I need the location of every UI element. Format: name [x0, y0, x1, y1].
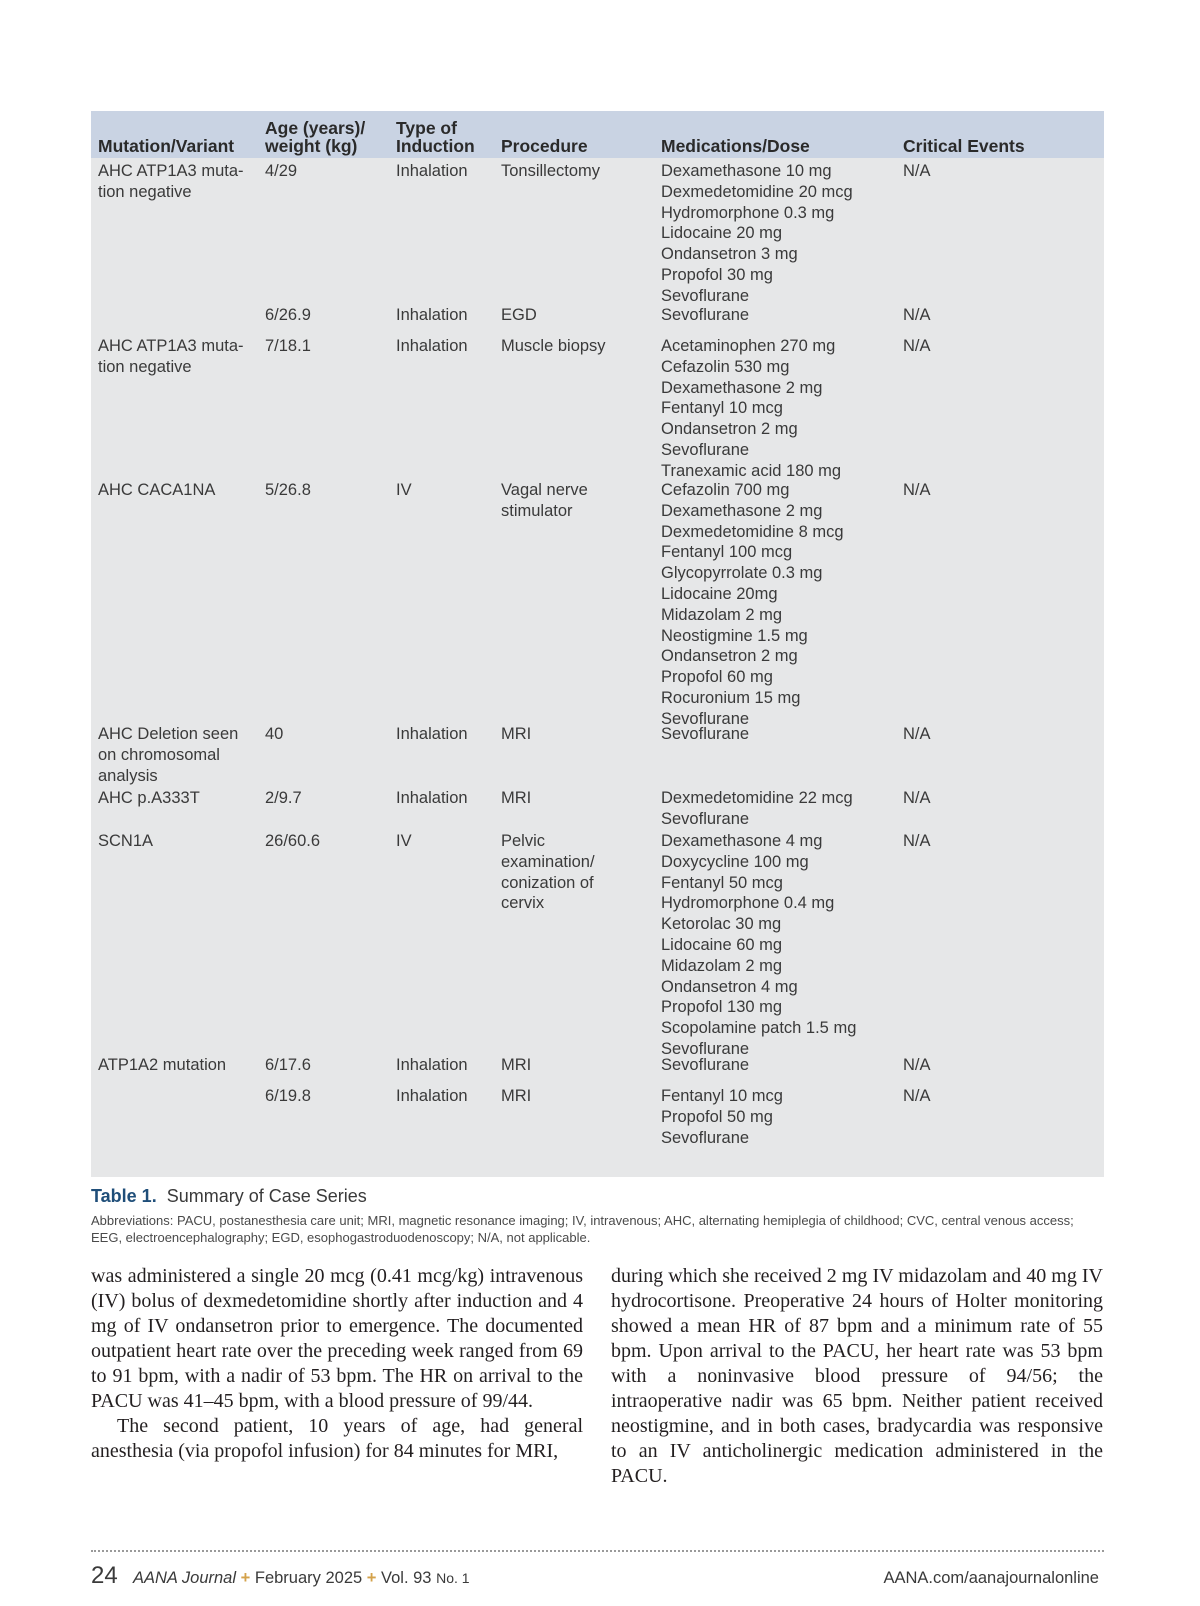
cell-line: Pelvic — [501, 832, 546, 850]
cell-critical-events: N/A — [903, 1056, 931, 1074]
cell-age-weight: 6/26.9 — [265, 306, 311, 324]
journal-info — [133, 1569, 470, 1588]
cell-line: Rocuronium 15 mg — [661, 688, 801, 707]
cell-medications — [661, 336, 841, 482]
paragraph: was administered a single 20 mcg (0.41 mcg/kg) intravenous (IV) bolus of dexmedetomidine shortly after induction and 4 mg of IV ondansetron prior to emergence. The documented outpatient heart rate over the preceding week ranged from 69 to 91 bpm, with a nadir of 53 bpm. The HR on arrival to the PACU was 41–45 bpm, with a blood pressure of 99/44. — [91, 1265, 583, 1412]
paragraph: The second patient, 10 years of age, had general anesthesia (via propofol infusion) for 84 minutes for MRI, — [91, 1415, 583, 1462]
cell-line: Sevoflurane — [661, 725, 750, 743]
cell-procedure — [501, 161, 600, 182]
cell-medications — [661, 480, 844, 730]
cell-procedure — [501, 480, 588, 522]
cell-procedure — [501, 336, 606, 357]
cell-medications — [661, 724, 749, 745]
cell-procedure — [501, 831, 595, 914]
cell-line: Neostigmine 1.5 mg — [661, 626, 808, 645]
body-column-left — [91, 1264, 583, 1464]
cell-line: AHC p.A333T — [98, 789, 200, 807]
cell-line: Sevoflurane — [661, 1039, 750, 1058]
cell-critical-events: N/A — [903, 481, 931, 499]
journal-name: AANA Journal — [133, 1569, 237, 1587]
cell-age-weight: 4/29 — [265, 162, 298, 180]
cell-line: ATP1A2 mutation — [98, 1056, 227, 1074]
cell-age-weight: 2/9.7 — [265, 789, 302, 807]
cell-mutation — [98, 161, 244, 203]
cell-age-weight: 40 — [265, 725, 284, 743]
header-induction: Type of Induction — [396, 118, 475, 156]
cell-induction: Inhalation — [396, 725, 468, 743]
cell-age-weight: 26/60.6 — [265, 832, 321, 850]
cell-critical-events: N/A — [903, 789, 931, 807]
cell-line: AHC ATP1A3 muta- — [98, 162, 244, 180]
paragraph: during which she received 2 mg IV midazolam and 40 mg IV hydrocortisone. Preoperative 24 hours of Holter monitoring showed a mean HR of 87 bpm and a minimum rate of 55 bpm. Upon arrival to the PACU, her heart rate was 53 bpm with a noninvasive blood pressure of 94/56; the intraoperative nadir was 65 bpm. Neither patient received neostigmine, and in both cases, bradycardia was responsive to an IV anticholinergic medication administered in the PACU. — [611, 1265, 1103, 1487]
cell-line: Ondansetron 2 mg — [661, 420, 798, 439]
cell-mutation — [98, 1055, 226, 1076]
cell-mutation — [98, 831, 153, 852]
cell-line: Midazolam 2 mg — [661, 956, 783, 975]
cell-medications — [661, 831, 856, 1060]
cell-line: Dexamethasone 4 mg — [661, 832, 823, 850]
cell-induction: IV — [396, 832, 412, 850]
cell-line: AHC Deletion seen — [98, 725, 239, 743]
separator-icon: + — [366, 1569, 377, 1587]
cell-induction: Inhalation — [396, 1056, 468, 1074]
cell-line: Hydromorphone 0.4 mg — [661, 894, 835, 913]
cell-line: Propofol 60 mg — [661, 668, 773, 687]
cell-line: Glycopyrrolate 0.3 mg — [661, 564, 823, 583]
cell-mutation — [98, 480, 215, 501]
cell-medications — [661, 1086, 783, 1148]
cell-line: Dexmedetomidine 20 mcg — [661, 182, 853, 201]
cell-line: Sevoflurane — [661, 1128, 750, 1147]
cell-induction: Inhalation — [396, 162, 468, 180]
table-header — [91, 111, 1104, 158]
cell-procedure — [501, 788, 531, 809]
cell-line: Tonsillectomy — [501, 162, 601, 180]
cell-age-weight: 7/18.1 — [265, 337, 311, 355]
cell-line: Tranexamic acid 180 mg — [661, 461, 842, 480]
footer-divider — [91, 1550, 1104, 1552]
cell-procedure — [501, 1086, 531, 1107]
table-caption — [91, 1186, 367, 1207]
cell-induction: Inhalation — [396, 337, 468, 355]
cell-procedure — [501, 305, 537, 326]
page-footer — [91, 1562, 1104, 1592]
cell-medications — [661, 1055, 749, 1076]
cell-line: AHC CACA1NA — [98, 481, 216, 499]
cell-line: Propofol 30 mg — [661, 265, 773, 284]
cell-line: MRI — [501, 1087, 532, 1105]
cell-medications — [661, 161, 853, 307]
cell-line: MRI — [501, 1056, 532, 1074]
cell-line: Sevoflurane — [661, 440, 750, 459]
cell-mutation — [98, 724, 238, 786]
issue-date: February 2025 — [254, 1569, 363, 1587]
cell-line: Hydromorphone 0.3 mg — [661, 203, 835, 222]
cell-line: Propofol 130 mg — [661, 998, 783, 1017]
cell-line: cervix — [501, 894, 545, 913]
cell-line: on chromosomal — [98, 745, 220, 764]
header-medications: Medications/Dose — [661, 136, 810, 156]
cell-age-weight: 6/17.6 — [265, 1056, 311, 1074]
cell-induction: IV — [396, 481, 412, 499]
cell-line: tion negative — [98, 357, 192, 376]
cell-line: Lidocaine 20mg — [661, 584, 778, 603]
cell-line: Midazolam 2 mg — [661, 605, 783, 624]
cell-procedure — [501, 1055, 531, 1076]
cell-line: Doxycycline 100 mg — [661, 852, 809, 871]
cell-line: Sevoflurane — [661, 809, 750, 828]
cell-line: Ondansetron 4 mg — [661, 977, 798, 996]
caption-title: Summary of Case Series — [166, 1186, 367, 1206]
cell-induction: Inhalation — [396, 1087, 468, 1105]
cell-line: Vagal nerve — [501, 481, 588, 499]
cell-medications — [661, 305, 749, 326]
cell-line: Ondansetron 2 mg — [661, 647, 798, 666]
cell-age-weight: 5/26.8 — [265, 481, 311, 499]
cell-line: stimulator — [501, 501, 573, 520]
cell-line: examination/ — [501, 852, 595, 871]
cell-critical-events: N/A — [903, 832, 931, 850]
cell-line: Lidocaine 20 mg — [661, 224, 783, 243]
cell-line: AHC ATP1A3 muta- — [98, 337, 244, 355]
cell-line: Lidocaine 60 mg — [661, 935, 783, 954]
cell-line: conization of — [501, 873, 594, 892]
cell-line: Scopolamine patch 1.5 mg — [661, 1019, 857, 1038]
cell-line: Fentanyl 10 mcg — [661, 1087, 783, 1105]
body-column-right — [611, 1264, 1103, 1489]
cell-line: Fentanyl 50 mcg — [661, 873, 783, 892]
cell-procedure — [501, 724, 531, 745]
cell-line: Fentanyl 10 mcg — [661, 399, 783, 418]
header-critical-events: Critical Events — [903, 136, 1025, 156]
volume: Vol. 93 — [381, 1569, 432, 1587]
cell-line: analysis — [98, 766, 158, 785]
cell-mutation — [98, 336, 244, 378]
cell-critical-events: N/A — [903, 162, 931, 180]
cell-line: SCN1A — [98, 832, 154, 850]
cell-line: Dexamethasone 10 mg — [661, 162, 832, 180]
cell-line: Cefazolin 530 mg — [661, 357, 790, 376]
cell-induction: Inhalation — [396, 789, 468, 807]
cell-line: Sevoflurane — [661, 1056, 750, 1074]
cell-line: Dexamethasone 2 mg — [661, 378, 823, 397]
cell-medications — [661, 788, 853, 830]
cell-induction: Inhalation — [396, 306, 468, 324]
cell-line: Acetaminophen 270 mg — [661, 337, 836, 355]
journal-website-link[interactable]: AANA.com/aanajournalonline — [883, 1569, 1099, 1587]
cell-critical-events: N/A — [903, 306, 931, 324]
cell-mutation — [98, 788, 200, 809]
case-series-table — [91, 111, 1104, 1177]
cell-age-weight: 6/19.8 — [265, 1087, 311, 1105]
table-abbreviations: Abbreviations: PACU, postanesthesia care unit; MRI, magnetic resonance imaging; IV, intravenous; AHC, alternating hemiplegia of childhood; CVC, central venous access; EEG, electroencephalography; EGD, esophogastroduodenoscopy; N/A, not applicable. — [91, 1213, 1074, 1245]
caption-label: Table 1. — [91, 1186, 157, 1206]
cell-line: Sevoflurane — [661, 286, 750, 305]
cell-line: Sevoflurane — [661, 306, 750, 324]
cell-line: Dexmedetomidine 22 mcg — [661, 789, 853, 807]
cell-line: Dexamethasone 2 mg — [661, 501, 823, 520]
cell-line: EGD — [501, 306, 537, 324]
cell-critical-events: N/A — [903, 337, 931, 355]
cell-line: Muscle biopsy — [501, 337, 606, 355]
header-mutation: Mutation/Variant — [98, 136, 235, 156]
cell-line: Dexmedetomidine 8 mcg — [661, 522, 844, 541]
cell-line: MRI — [501, 789, 532, 807]
separator-icon: + — [240, 1569, 251, 1587]
cell-line: MRI — [501, 725, 532, 743]
cell-line: Fentanyl 100 mcg — [661, 543, 793, 562]
issue-number: No. 1 — [436, 1570, 470, 1586]
cell-line: tion negative — [98, 182, 192, 201]
cell-line: Sevoflurane — [661, 709, 750, 728]
cell-line: Propofol 50 mg — [661, 1107, 773, 1126]
cell-line: Ondansetron 3 mg — [661, 245, 798, 264]
cell-critical-events: N/A — [903, 725, 931, 743]
cell-line: Ketorolac 30 mg — [661, 915, 782, 934]
header-age-weight: Age (years)/ weight (kg) — [265, 118, 366, 156]
page-number: 24 — [91, 1562, 118, 1589]
cell-line: Cefazolin 700 mg — [661, 481, 790, 499]
cell-critical-events: N/A — [903, 1087, 931, 1105]
header-procedure: Procedure — [501, 136, 588, 156]
